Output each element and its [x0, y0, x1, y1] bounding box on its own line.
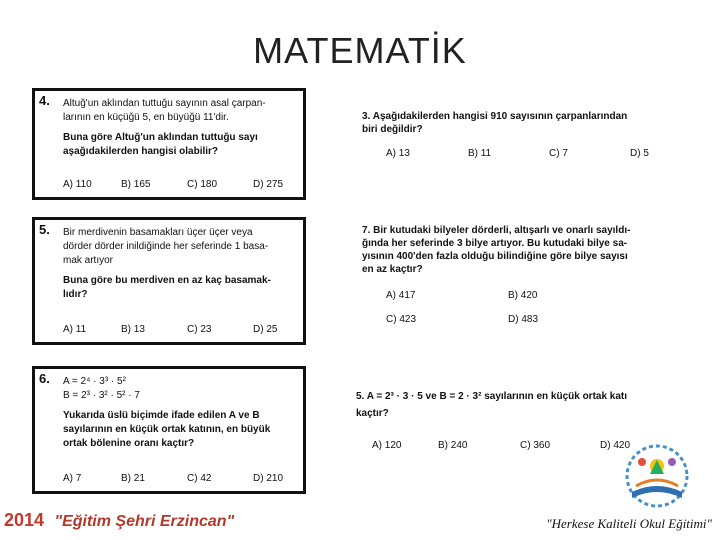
formula-a: A = 2⁴ · 3³ · 5²	[63, 376, 126, 387]
option-c: C) 423	[386, 314, 417, 325]
option-d: D) 25	[253, 324, 278, 335]
footer-slogan-left	[4, 510, 234, 531]
option-b: B) 240	[438, 440, 468, 451]
text-line: 7. Bir kutudaki bilyeler dörderli, altışarlı ve onarlı sayıldı-	[362, 225, 631, 236]
option-a: A) 417	[386, 290, 416, 301]
text-line: aşağıdakilerden hangisi olabilir?	[63, 146, 219, 157]
question-box-4	[32, 88, 306, 200]
question-number: 6.	[39, 371, 50, 386]
option-c: C) 42	[187, 473, 212, 484]
text-line: sayılarının en küçük ortak katının, en büyük	[63, 424, 271, 435]
text-line: ğında her seferinde 3 bilye artıyor. Bu kutudaki bilye sa-	[362, 238, 628, 249]
option-b: B) 21	[121, 473, 145, 484]
option-c: C) 23	[187, 324, 212, 335]
text-line: yısının 400'den fazla olduğu bilindiğine göre bilye sayısı	[362, 251, 628, 262]
option-b: B) 13	[121, 324, 145, 335]
option-c: C) 180	[187, 179, 218, 190]
school-logo-icon	[612, 440, 702, 510]
option-a: A) 7	[63, 473, 82, 484]
footer-slogan-right: "Herkese Kaliteli Okul Eğitimi"	[546, 516, 712, 531]
option-b: B) 165	[121, 179, 151, 190]
text-line: 5. A = 2³ · 3 · 5 ve B = 2 · 3² sayılarının en küçük ortak katı	[356, 391, 628, 402]
question-box-6	[32, 366, 306, 494]
question-text	[63, 226, 297, 302]
option-d: D) 5	[630, 148, 649, 159]
right-question-7	[362, 224, 682, 276]
text-line: Buna göre bu merdiven en az kaç basamak-	[63, 275, 271, 286]
option-c: C) 7	[549, 148, 568, 159]
text-line: mak artıyor	[63, 255, 114, 266]
question-text	[63, 375, 297, 451]
right-question-5	[356, 390, 696, 420]
question-number: 5.	[39, 222, 50, 237]
option-c: C) 360	[520, 440, 551, 451]
option-d: D) 420	[600, 440, 631, 451]
right-question-3	[362, 110, 682, 136]
footer-year: 2014	[4, 510, 45, 530]
text-line: 3. Aşağıdakilerden hangisi 910 sayısının çarpanlarından	[362, 111, 628, 122]
text-line: Bir merdivenin basamakları üçer üçer veya	[63, 227, 253, 238]
option-a: A) 120	[372, 440, 402, 451]
page-title: MATEMATİK	[253, 30, 467, 71]
text-line: Buna göre Altuğ'un aklından tuttuğu sayı	[63, 132, 258, 143]
text-line: biri değildir?	[362, 124, 423, 135]
option-d: D) 210	[253, 473, 284, 484]
option-d: D) 275	[253, 179, 284, 190]
formula-b: B = 2³ · 3² · 5² · 7	[63, 390, 140, 401]
text-line: kaçtır?	[356, 408, 389, 419]
text-line: lıdır?	[63, 289, 88, 300]
option-b: B) 11	[468, 148, 492, 159]
footer-slogan: "Eğitim Şehri Erzincan"	[54, 513, 235, 530]
option-a: A) 13	[386, 148, 410, 159]
text-line: larının en küçüğü 5, en büyüğü 11'dir.	[63, 112, 229, 123]
text-line: Altuğ'un aklından tuttuğu sayının asal çarpan-	[63, 98, 266, 109]
question-number: 4.	[39, 93, 50, 108]
question-text	[63, 97, 297, 159]
option-a: A) 11	[63, 324, 87, 335]
text-line: en az kaçtır?	[362, 264, 423, 275]
option-a: A) 110	[63, 179, 92, 190]
question-box-5	[32, 217, 306, 345]
option-d: D) 483	[508, 314, 539, 325]
text-line: ortak bölenine oranı kaçtır?	[63, 438, 195, 449]
text-line: Yukarıda üslü biçimde ifade edilen A ve B	[63, 410, 260, 421]
option-b: B) 420	[508, 290, 538, 301]
text-line: dörder dörder inildiğinde her seferinde 1 basa-	[63, 241, 269, 252]
